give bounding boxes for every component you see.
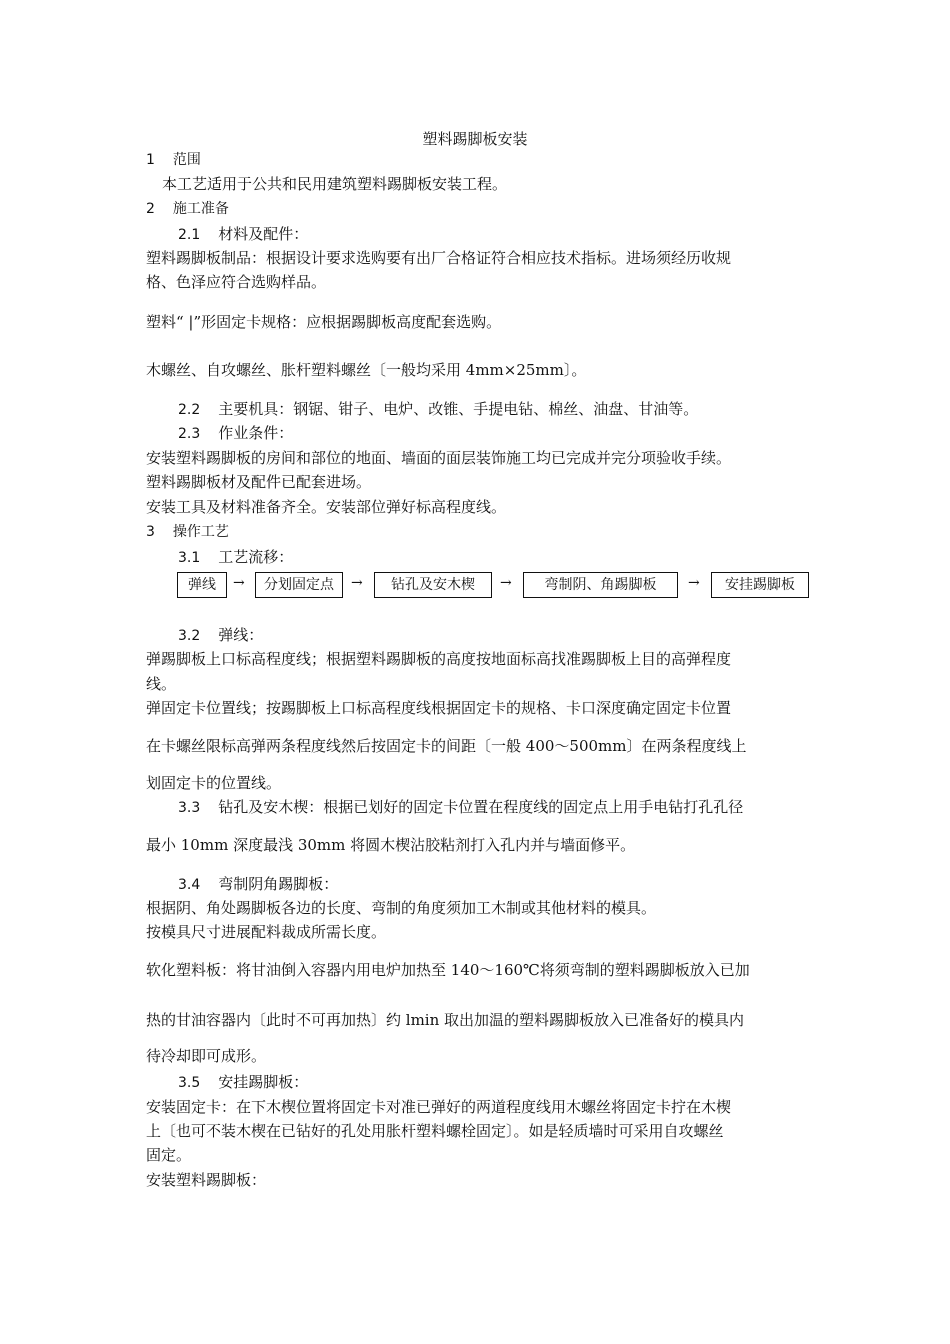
paragraph: 根据阴、角处踢脚板各边的长度、弯制的角度须加工木制或其他材料的模具。 (146, 899, 657, 917)
subsection-text: 主要机具：钢锯、钳子、电炉、改锥、手提电钻、棉丝、油盘、甘油等。 (218, 400, 699, 418)
subsection-number: 3.3 (178, 800, 201, 816)
section-title: 范围 (172, 152, 201, 168)
subsection-2-3 (178, 423, 842, 444)
section-1-heading (146, 150, 810, 170)
flow-arrow: → (233, 575, 245, 591)
paragraph: 安装塑料踢脚板的房间和部位的地面、墙面的面层装饰施工均已完成并完分项验收手续。 (146, 449, 732, 467)
subsection-3-5 (178, 1072, 842, 1093)
paragraph: 弹固定卡位置线；按踢脚板上口标高程度线根据固定卡的规格、卡口深度确定固定卡位置 (146, 699, 732, 717)
section-number: 2 (146, 201, 155, 217)
subsection-title: 弹线： (218, 626, 264, 644)
paragraph: 划固定卡的位置线。 (146, 774, 282, 792)
subsection-title: 安挂踢脚板： (218, 1073, 309, 1091)
paragraph: 按模具尺寸进展配料裁成所需长度。 (146, 923, 387, 941)
subsection-title: 弯制阴角踢脚板： (218, 875, 339, 893)
section-title: 施工准备 (172, 201, 229, 217)
paragraph: 安装固定卡：在下木楔位置将固定卡对准已弹好的两道程度线用木螺丝将固定卡拧在木楔 (146, 1098, 732, 1116)
flow-step-3: 钻孔及安木楔 (374, 572, 492, 598)
section-number: 1 (146, 152, 155, 168)
flow-arrow: → (688, 575, 700, 591)
flow-step-4: 弯制阴、角踢脚板 (523, 572, 678, 598)
paragraph: 塑料踢脚板材及配件已配套进场。 (146, 473, 372, 491)
paragraph: 木螺丝、自攻螺丝、胀杆塑料螺丝〔一般均采用 4mm×25mm〕。 (146, 361, 587, 379)
subsection-title: 工艺流移： (218, 548, 294, 566)
flow-step-5: 安挂踢脚板 (711, 572, 809, 598)
document-title: 塑料踢脚板安装 (422, 130, 528, 148)
paragraph: 塑料踢脚板制品：根据设计要求选购要有出厂合格证符合相应技术指标。进场须经历收规 (146, 249, 732, 267)
section-number: 3 (146, 524, 155, 540)
paragraph: 在卡螺丝限标高弹两条程度线然后按固定卡的间距〔一般 400～500mm〕在两条程度线上 (146, 737, 747, 755)
subsection-3-4 (178, 874, 842, 895)
section-2-heading (146, 199, 810, 219)
subsection-3-1 (178, 547, 842, 568)
paragraph: 最小 10mm 深度最浅 30mm 将圆木楔沾胶粘剂打入孔内并与墙面修平。 (146, 836, 636, 854)
subsection-number: 2.3 (178, 426, 201, 442)
paragraph: 固定。 (146, 1146, 192, 1164)
paragraph: 安装塑料踢脚板： (146, 1171, 267, 1189)
paragraph: 软化塑料板：将甘油倒入容器内用电炉加热至 140～160℃将须弯制的塑料踢脚板放入已加 (146, 961, 750, 979)
subsection-number: 2.2 (178, 402, 201, 418)
flow-arrow: → (500, 575, 512, 591)
subsection-title: 作业条件： (218, 424, 294, 442)
paragraph: 热的甘油容器内〔此时不可再加热〕约 lmin 取出加温的塑料踢脚板放入已准备好的模具内 (146, 1011, 745, 1029)
paragraph: 格、色泽应符合选购样品。 (146, 273, 327, 291)
flow-step-2: 分划固定点 (255, 572, 343, 598)
paragraph: 上〔也可不装木楔在已钻好的孔处用胀杆塑料螺栓固定〕。如是轻质墙时可采用自攻螺丝 (146, 1122, 724, 1140)
paragraph: 待冷却即可成形。 (146, 1047, 267, 1065)
paragraph: 塑料“ |”形固定卡规格：应根据踢脚板高度配套选购。 (146, 313, 502, 331)
subsection-number: 3.1 (178, 550, 201, 566)
paragraph: 线。 (146, 675, 177, 693)
section-3-heading (146, 522, 810, 542)
subsection-3-2 (178, 625, 842, 646)
subsection-2-2 (178, 399, 842, 420)
paragraph: 弹踢脚板上口标高程度线；根据塑料踢脚板的高度按地面标高找准踢脚板上目的高弹程度 (146, 650, 732, 668)
subsection-3-3 (178, 797, 842, 818)
subsection-title: 材料及配件： (218, 225, 309, 243)
subsection-text: 钻孔及安木楔：根据已划好的固定卡位置在程度线的固定点上用手电钻打孔孔径 (218, 798, 744, 816)
subsection-2-1 (178, 224, 842, 245)
subsection-number: 3.4 (178, 877, 201, 893)
flow-step-1: 弹线 (177, 572, 227, 598)
flow-arrow: → (351, 575, 363, 591)
paragraph: 本工艺适用于公共和民用建筑塑料踢脚板安装工程。 (162, 175, 508, 193)
subsection-number: 3.5 (178, 1075, 201, 1091)
subsection-number: 2.1 (178, 227, 201, 243)
section-title: 操作工艺 (172, 524, 229, 540)
subsection-number: 3.2 (178, 628, 201, 644)
paragraph: 安装工具及材料准备齐全。安装部位弹好标高程度线。 (146, 498, 507, 516)
